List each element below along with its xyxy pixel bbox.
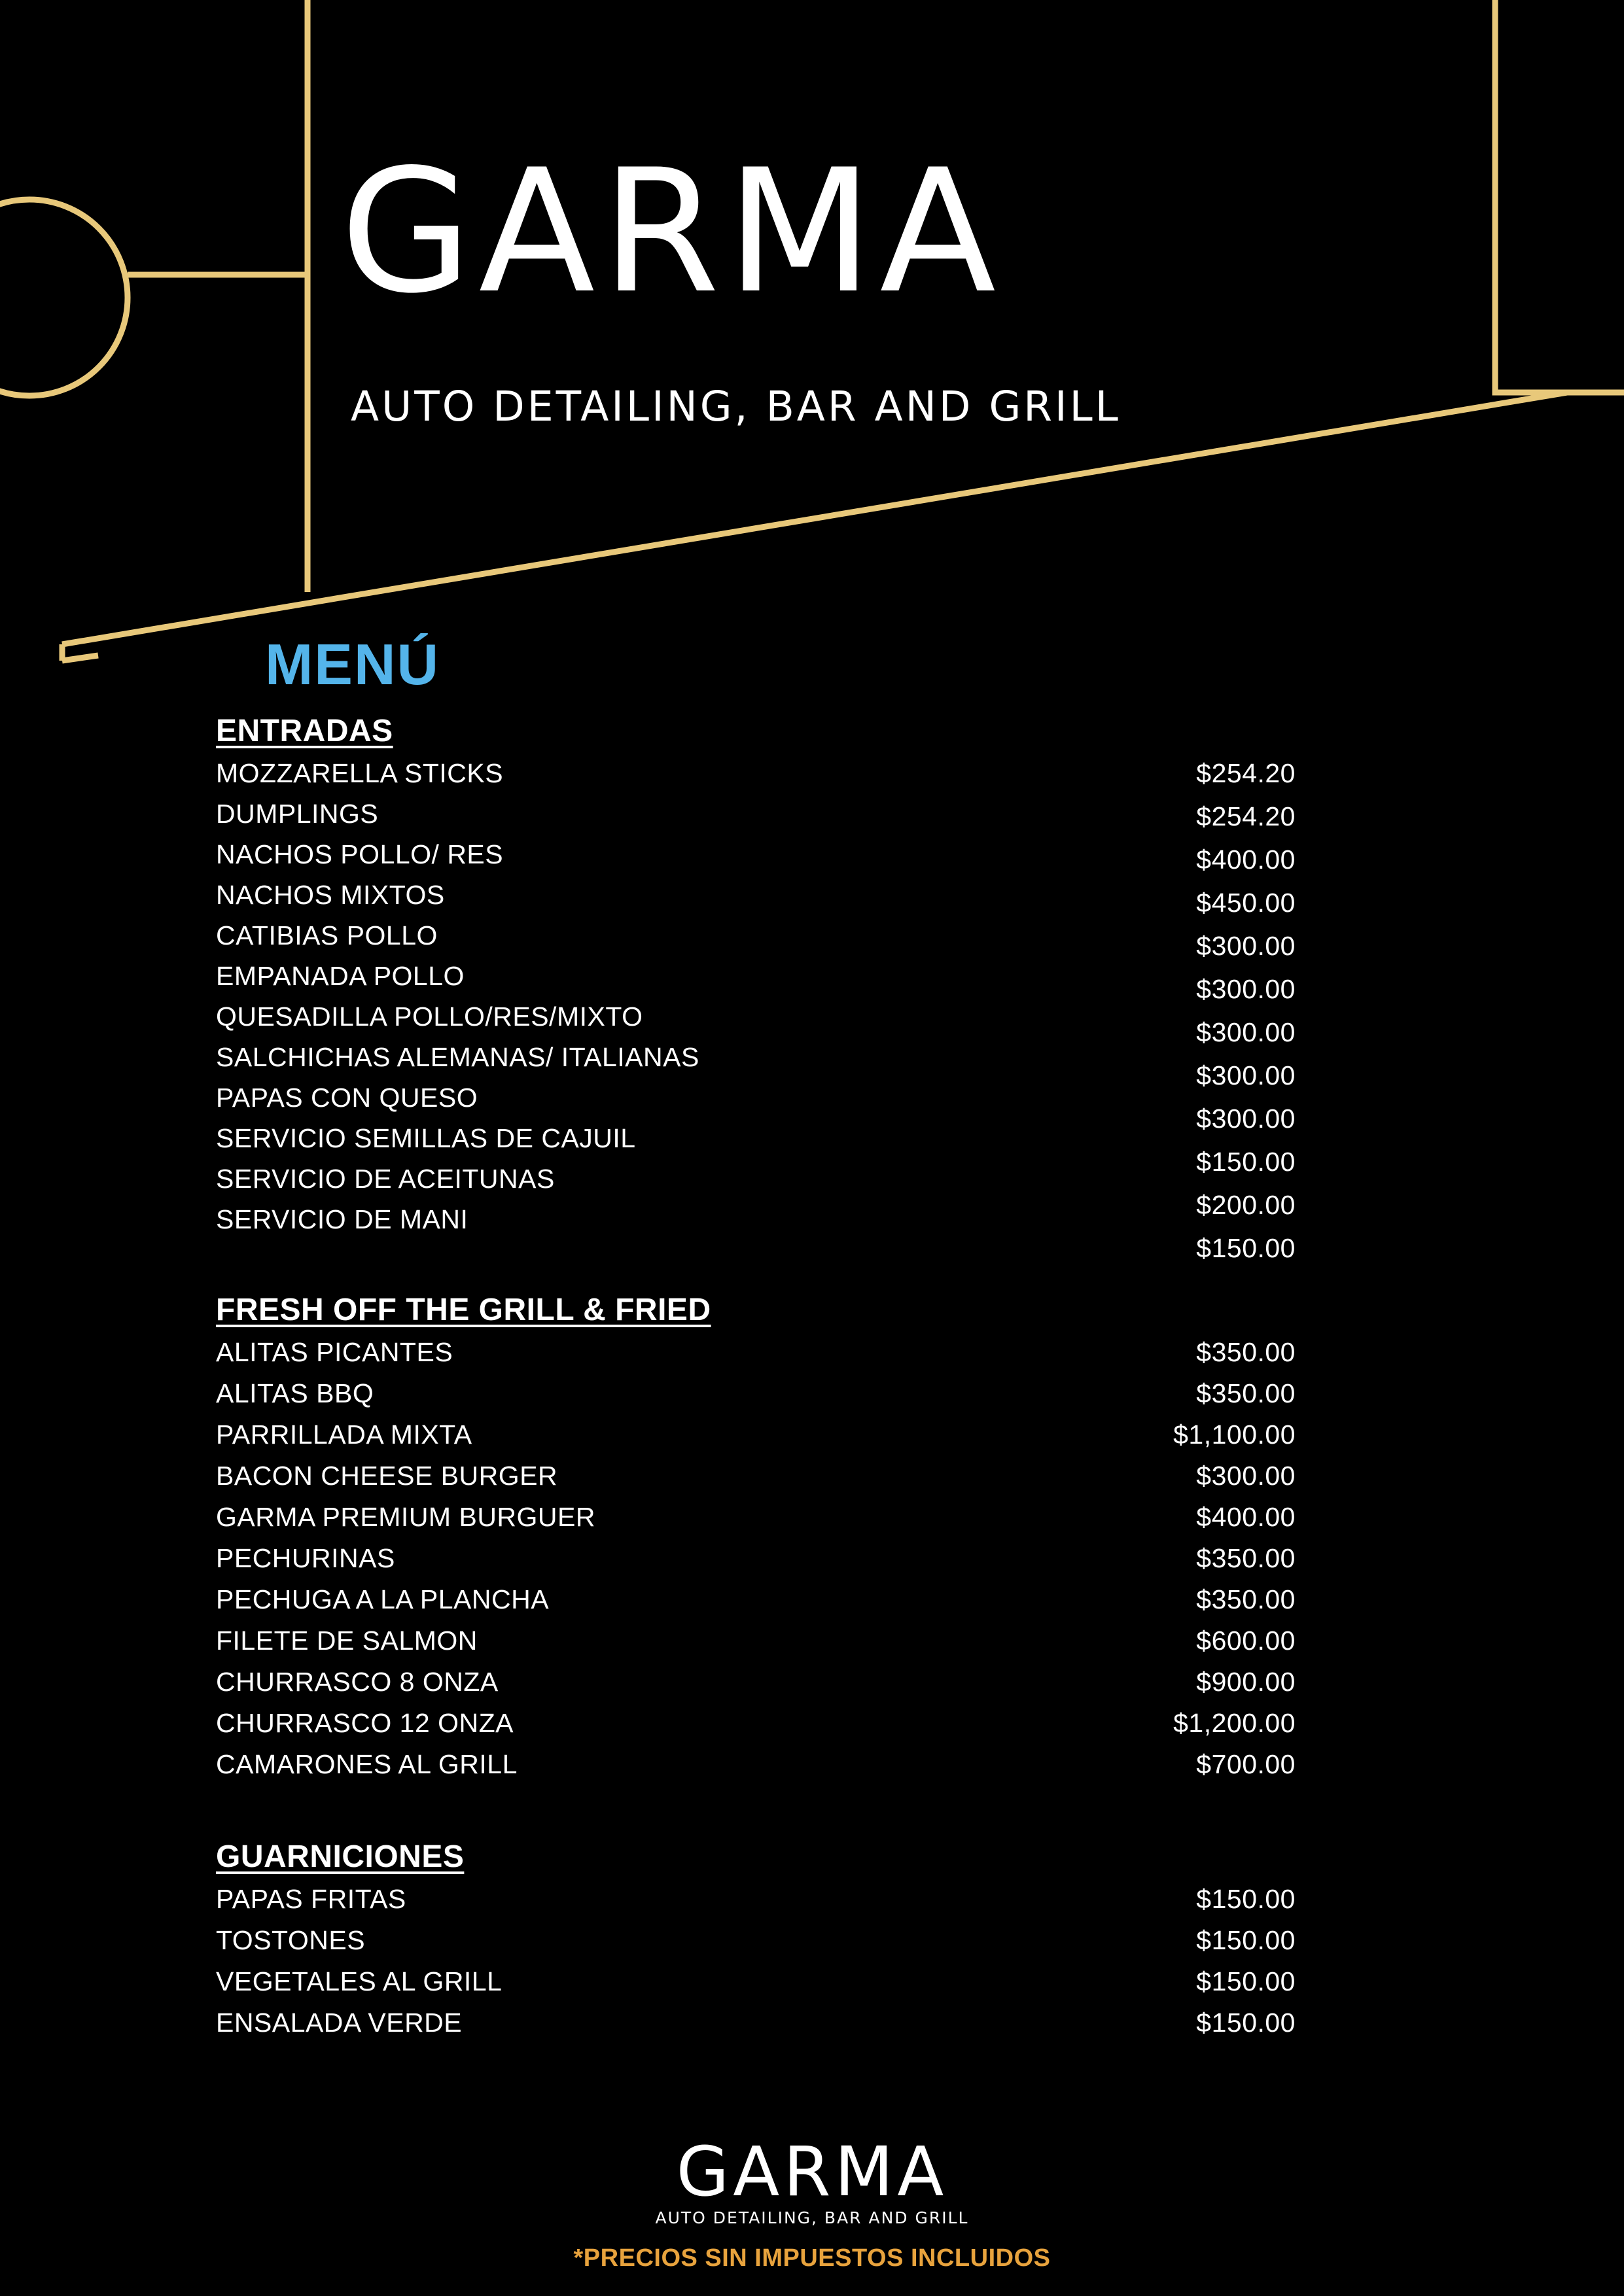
menu-item-row [0, 1626, 1624, 1667]
menu-item-price: $300.00 [1196, 1017, 1296, 1047]
menu-sections [0, 713, 1624, 2049]
section-spacer [0, 1790, 1624, 1839]
menu-item-row [0, 1584, 1624, 1626]
menu-item-price: $150.00 [1196, 1925, 1296, 1955]
section-spacer [0, 1245, 1624, 1292]
menu-item-row [0, 1204, 1624, 1263]
menu-item-name: NACHOS POLLO/ RES [216, 839, 504, 869]
menu-item-name: SERVICIO DE ACEITUNAS [216, 1164, 555, 1194]
menu-item-price: $1,200.00 [1173, 1708, 1296, 1738]
menu-item-row [0, 1337, 1624, 1378]
menu-item-price: $400.00 [1196, 1502, 1296, 1532]
menu-item-row [0, 920, 1624, 961]
menu-item-row [0, 1419, 1624, 1461]
menu-item-row [0, 1461, 1624, 1502]
menu-item-name: PAPAS FRITAS [216, 1884, 406, 1914]
menu-section-entradas [0, 713, 1624, 1263]
menu-item-list [0, 1884, 1624, 2049]
menu-item-price: $300.00 [1196, 931, 1296, 961]
page-title: MENÚ [265, 632, 440, 697]
menu-item-name: PAPAS CON QUESO [216, 1083, 478, 1113]
menu-item-name: VEGETALES AL GRILL [216, 1966, 503, 1996]
menu-item-row [0, 1749, 1624, 1790]
menu-item-row [0, 1708, 1624, 1749]
menu-item-price: $150.00 [1196, 1966, 1296, 1996]
menu-item-name: ALITAS BBQ [216, 1378, 374, 1408]
menu-item-row [0, 1083, 1624, 1134]
menu-item-price: $150.00 [1196, 1884, 1296, 1914]
menu-item-price: $254.20 [1196, 801, 1296, 831]
menu-item-row [0, 799, 1624, 839]
brand-logo: GARMA [340, 133, 1003, 331]
menu-item-price: $350.00 [1196, 1584, 1296, 1614]
menu-item-name: FILETE DE SALMON [216, 1626, 478, 1656]
menu-item-name: DUMPLINGS [216, 799, 379, 829]
menu-item-name: NACHOS MIXTOS [216, 880, 445, 910]
menu-item-price: $200.00 [1196, 1190, 1296, 1220]
menu-item-name: SALCHICHAS ALEMANAS/ ITALIANAS [216, 1042, 699, 1072]
menu-item-row [0, 1543, 1624, 1584]
menu-item-price: $600.00 [1196, 1626, 1296, 1656]
menu-item-row [0, 839, 1624, 880]
menu-item-row [0, 2008, 1624, 2049]
menu-section-grill [0, 1292, 1624, 1790]
menu-item-row [0, 1966, 1624, 2008]
menu-item-name: GARMA PREMIUM BURGUER [216, 1502, 595, 1532]
menu-item-price: $900.00 [1196, 1667, 1296, 1697]
tax-note: *PRECIOS SIN IMPUESTOS INCLUIDOS [573, 2244, 1051, 2272]
menu-item-price: $350.00 [1196, 1378, 1296, 1408]
menu-item-name: TOSTONES [216, 1925, 366, 1955]
section-heading: GUARNICIONES [216, 1839, 465, 1874]
menu-item-name: ENSALADA VERDE [216, 2008, 463, 2038]
menu-item-price: $450.00 [1196, 888, 1296, 918]
menu-item-row [0, 961, 1624, 1004]
menu-item-row [0, 758, 1624, 799]
menu-item-price: $1,100.00 [1173, 1419, 1296, 1450]
menu-item-row [0, 1123, 1624, 1177]
section-heading: ENTRADAS [216, 714, 393, 748]
menu-item-name: QUESADILLA POLLO/RES/MIXTO [216, 1001, 643, 1032]
menu-item-price: $300.00 [1196, 1461, 1296, 1491]
menu-item-price: $254.20 [1196, 758, 1296, 788]
menu-item-price: $350.00 [1196, 1337, 1296, 1367]
menu-item-row [0, 1667, 1624, 1708]
menu-item-row [0, 1378, 1624, 1419]
menu-item-name: PARRILLADA MIXTA [216, 1419, 472, 1450]
menu-item-price: $300.00 [1196, 974, 1296, 1004]
menu-item-name: CHURRASCO 8 ONZA [216, 1667, 499, 1697]
menu-item-name: BACON CHEESE BURGER [216, 1461, 558, 1491]
menu-item-row [0, 1001, 1624, 1047]
menu-section-guarniciones [0, 1839, 1624, 2049]
menu-item-row [0, 1502, 1624, 1543]
menu-item-price: $300.00 [1196, 1104, 1296, 1134]
menu-item-name: EMPANADA POLLO [216, 961, 465, 991]
menu-item-list [0, 758, 1624, 1263]
menu-item-row [0, 880, 1624, 920]
menu-item-name: MOZZARELLA STICKS [216, 758, 504, 788]
footer-brand-tagline: AUTO DETAILING, BAR AND GRILL [655, 2208, 969, 2227]
menu-item-price: $150.00 [1196, 1147, 1296, 1177]
menu-item-name: ALITAS PICANTES [216, 1337, 453, 1367]
menu-item-price: $350.00 [1196, 1543, 1296, 1573]
menu-item-name: CAMARONES AL GRILL [216, 1749, 518, 1779]
section-heading: FRESH OFF THE GRILL & FRIED [216, 1293, 711, 1327]
menu-item-name: CHURRASCO 12 ONZA [216, 1708, 514, 1738]
menu-item-name: CATIBIAS POLLO [216, 920, 438, 950]
footer-brand-logo: GARMA [676, 2132, 948, 2212]
menu-item-row [0, 1042, 1624, 1090]
menu-item-price: $700.00 [1196, 1749, 1296, 1779]
menu-item-price: $400.00 [1196, 844, 1296, 875]
page-header [0, 0, 1624, 589]
menu-item-name: SERVICIO SEMILLAS DE CAJUIL [216, 1123, 636, 1153]
menu-item-price: $300.00 [1196, 1060, 1296, 1090]
menu-item-name: PECHURINAS [216, 1543, 395, 1573]
menu-item-list [0, 1337, 1624, 1790]
page-footer [0, 2132, 1624, 2272]
menu-item-price: $150.00 [1196, 1233, 1296, 1263]
menu-item-name: PECHUGA A LA PLANCHA [216, 1584, 550, 1614]
menu-item-row [0, 1925, 1624, 1966]
menu-item-row [0, 1884, 1624, 1925]
menu-item-price: $150.00 [1196, 2008, 1296, 2038]
menu-item-name: SERVICIO DE MANI [216, 1204, 468, 1234]
brand-tagline: AUTO DETAILING, BAR AND GRILL [351, 383, 1121, 430]
